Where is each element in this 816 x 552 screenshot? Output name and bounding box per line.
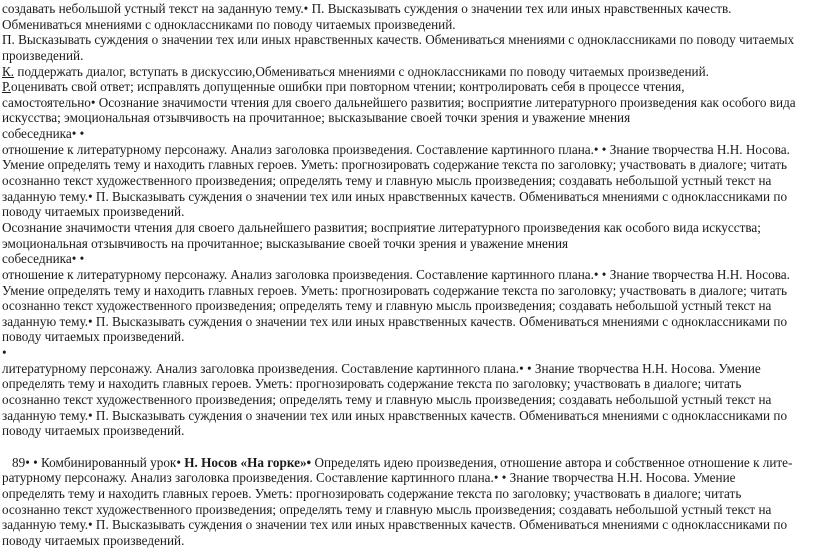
lesson-goal: Определять идею произведения, отношение автора и собственное отношение к лите- (311, 454, 793, 470)
text-line: определять тему и находить главных героев. Уметь: прогнозировать содержание текста по заголовку; участвовать в диалоге; читать (2, 485, 742, 501)
text-line: собеседника• • (2, 251, 85, 267)
text-line: осознанно текст художественного произведения; определять тему и главную мысль произведения; создавать небольшой устный текст на (2, 392, 772, 408)
text-line: ратурному персонажу. Анализ заголовка произведения. Составление картинного плана.• • Знание творчества Н.Н. Носова. Умение (2, 470, 736, 486)
text-line: осознанно текст художественного произведения; определять тему и главную мысль произведения; создавать небольшой устный текст на (2, 501, 772, 517)
text-line: эмоциональная отзывчивость на прочитанное; высказывание своей точки зрения и уважение мнения (2, 235, 569, 251)
text-line (2, 64, 814, 80)
lesson-bullets: • • (25, 454, 38, 470)
text-line-body: оценивать свой ответ; исправлять допущенные ошибки при повторном чтении; контролировать себя в процессе чтения, (10, 79, 685, 95)
text-line: искусства; эмоциональная отзывчивость на прочитанное; высказывание своей точки зрения и уважение мнения (2, 110, 631, 126)
text-line: заданную тему.• П. Высказывать суждения о значении тех или иных нравственных качеств. Обмениваться мнениями с одноклассниками по (2, 313, 788, 329)
text-line: поводу читаемых произведений. (2, 204, 185, 220)
text-line: литературному персонажу. Анализ заголовка произведения. Составление картинного плана.• • Знание творчества Н.Н. Носова. Умение (2, 360, 761, 376)
text-line: определять тему и находить главных героев. Уметь: прогнозировать содержание текста по заголовку; участвовать в диалоге; читать (2, 376, 742, 392)
document-page (2, 1, 814, 548)
lesson-title: Н. Носов «На горке»• (184, 454, 312, 470)
spacer (2, 439, 814, 455)
text-line: поводу читаемых произведений. (2, 423, 185, 439)
text-line: самостоятельно• Осознание значимости чтения для своего дальнейшего развития; восприятие литературного произведения как особого вида (2, 94, 796, 110)
text-line (2, 79, 814, 95)
lesson-number: 89 (12, 454, 26, 470)
text-line: создавать небольшой устный текст на заданную тему.• П. Высказывать суждения о значении тех или иных нравственных качеств. (2, 1, 732, 16)
communicative-marker: К. (2, 63, 15, 79)
text-line: заданную тему.• П. Высказывать суждения о значении тех или иных нравственных качеств. Обмениваться мнениями с одноклассниками по (2, 517, 788, 533)
text-line: П. Высказывать суждения о значении тех или иных нравственных качеств. Обмениваться мнениями с одноклассниками по поводу читаемых (2, 32, 795, 48)
lesson-type: Комбинированный урок• (41, 454, 181, 470)
text-line: Обмениваться мнениями с одноклассниками по поводу читаемых произведений. (2, 16, 456, 32)
text-line: собеседника• • (2, 126, 85, 142)
text-line: отношение к литературному персонажу. Анализ заголовка произведения. Составление картинного плана.• • Знание творчества Н.Н. Носова. (2, 141, 790, 157)
text-line: отношение к литературному персонажу. Анализ заголовка произведения. Составление картинного плана.• • Знание творчества Н.Н. Носова. (2, 266, 790, 282)
text-line: Умение определять тему и находить главных героев. Уметь: прогнозировать содержание текста по заголовку; участвовать в диалоге; читать (2, 157, 787, 173)
text-line-body: поддержать диалог, вступать в дискуссию,Обмениваться мнениями с одноклассниками по поводу читаемых произведений. (14, 63, 709, 79)
text-line: поводу читаемых произведений. (2, 532, 185, 548)
text-line: • (2, 345, 7, 361)
text-line: произведений. (2, 47, 84, 63)
text-line: заданную тему.• П. Высказывать суждения о значении тех или иных нравственных качеств. Обмениваться мнениями с одноклассниками по (2, 188, 788, 204)
text-line: Умение определять тему и находить главных героев. Уметь: прогнозировать содержание текста по заголовку; участвовать в диалоге; читать (2, 282, 787, 298)
regulative-marker: Р. (2, 79, 11, 95)
text-line: осознанно текст художественного произведения; определять тему и главную мысль произведения; создавать небольшой устный текст на (2, 173, 772, 189)
lesson-header-line (2, 455, 814, 471)
text-line: заданную тему.• П. Высказывать суждения о значении тех или иных нравственных качеств. Обмениваться мнениями с одноклассниками по (2, 407, 788, 423)
text-line: поводу читаемых произведений. (2, 329, 185, 345)
text-line: Осознание значимости чтения для своего дальнейшего развития; восприятие литературного произведения как особого вида искусства; (2, 219, 761, 235)
text-line: осознанно текст художественного произведения; определять тему и главную мысль произведения; создавать небольшой устный текст на (2, 298, 772, 314)
